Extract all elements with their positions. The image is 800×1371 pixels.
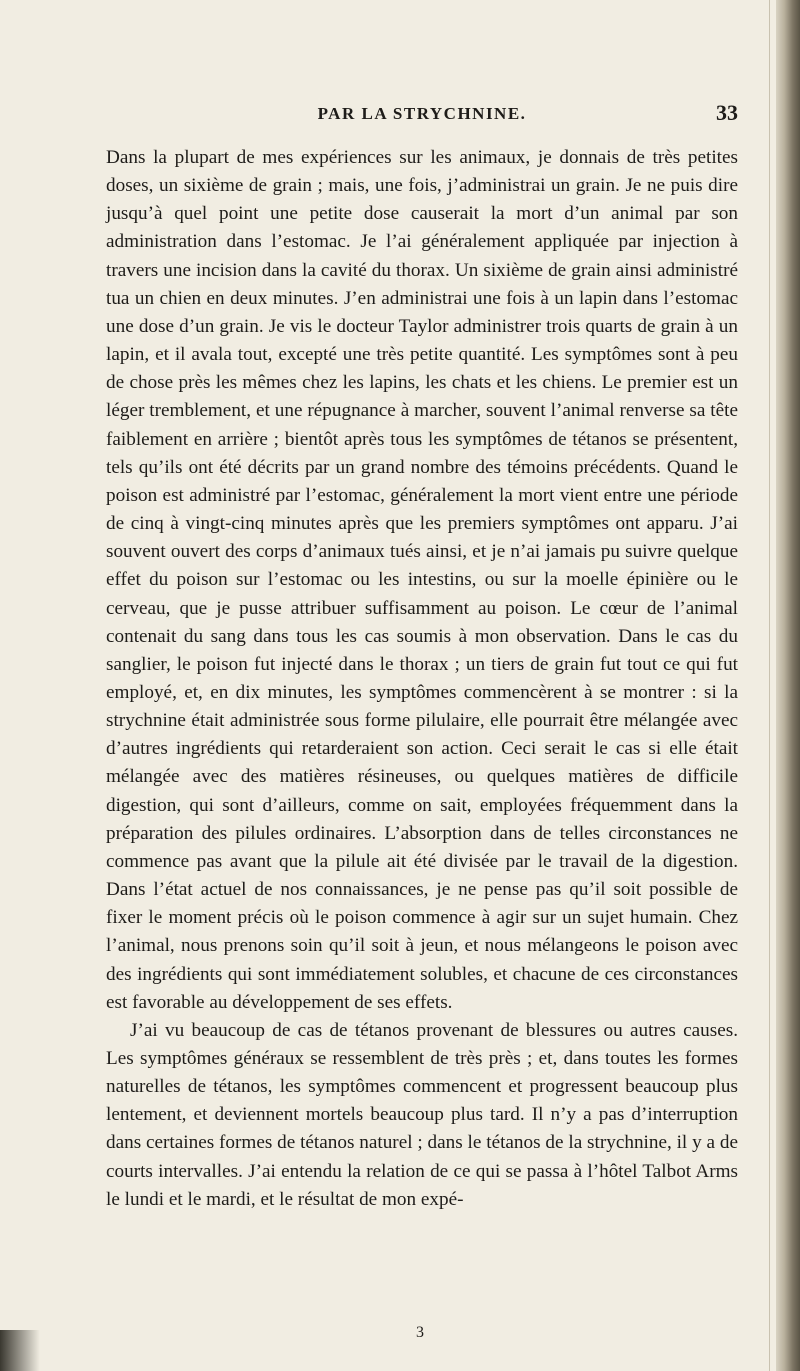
page-gutter-line xyxy=(769,0,770,1371)
page-number: 33 xyxy=(716,100,738,125)
paragraph-1: Dans la plupart de mes expériences sur les animaux, je donnais de très petites doses, un sixième de grain ; mais, une fois, j’administrai un grain. Je ne puis dire jusqu’à quel point une petite dose causerait la mort d’un animal par son administration dans l’estomac. Je l’ai généralement appliquée par injection à travers une incision dans la cavité du thorax. Un sixième de grain ainsi administré tua un chien en deux minutes. J’en administrai une fois à un lapin dans l’estomac une dose d’un grain. Je vis le docteur Taylor administrer trois quarts de grain à un lapin, et il avala tout, excepté une très petite quantité. Les symptômes sont à peu de chose près les mêmes chez les lapins, les chats et les chiens. Le premier est un léger tremblement, et une répugnance à marcher, souvent l’animal renverse sa tête faiblement en arrière ; bientôt après tous les symptômes de tétanos se présentent, tels qu’ils ont été décrits par un grand nombre des témoins précédents. Quand le poison est administré par l’estomac, généralement la mort vient entre une période de cinq à vingt-cinq minutes après que les premiers symptômes ont apparu. J’ai souvent ouvert des corps d’animaux tués ainsi, et je n’ai jamais pu suivre quelque effet du poison sur l’estomac ou les intestins, ou sur la moelle épinière ou le cerveau, que je pusse attribuer suffisamment au poison. Le cœur de l’animal contenait du sang dans tous les cas soumis à mon observation. Dans le cas du sanglier, le poison fut injecté dans le thorax ; un tiers de grain fut tout ce qui fut employé, et, en dix minutes, les symptômes commencèrent à se montrer : si la strychnine était administrée sous forme pilulaire, elle pourrait être mélangée avec d’autres ingrédients qui retarderaient son action. Ceci serait le cas si elle était mélangée avec des matières résineuses, ou quelques matières de difficile digestion, qui sont d’ailleurs, comme on sait, employées fréquemment dans la préparation des pilules ordinaires. L’absorption dans de telles circonstances ne commence pas avant que la pilule ait été divisée par le travail de la digestion. Dans l’état actuel de nos connaissances, je ne pense pas qu’il soit possible de fixer le moment précis où le poison commence à agir sur un sujet humain. Chez l’animal, nous prenons soin qu’il soit à jeun, et nous mélangeons le poison avec des ingrédients qui sont immédiatement solubles, et chacune de ces circonstances est favorable au développement de ses effets. xyxy=(106,147,738,1013)
page-edge-shadow xyxy=(776,0,800,1371)
running-title: PAR LA STRYCHNINE. xyxy=(317,104,527,123)
paragraph-2: J’ai vu beaucoup de cas de tétanos provenant de blessures ou autres causes. Les symptômes généraux se ressemblent de très près ; et, dans toutes les formes naturelles de tétanos, les symptômes commencent et progressent beaucoup plus lentement, et deviennent mortels beaucoup plus tard. Il n’y a pas d’interruption dans certaines formes de tétanos naturel ; dans le tétanos de la strychnine, il y a de courts intervalles. J’ai entendu la relation de ce qui se passa à l’hôtel Talbot Arms le lundi et le mardi, et le résultat de mon expé- xyxy=(106,1019,738,1210)
corner-stain xyxy=(0,1330,40,1371)
page-header xyxy=(106,100,738,134)
signature-mark: 3 xyxy=(416,1324,424,1341)
body-text xyxy=(106,144,738,1214)
